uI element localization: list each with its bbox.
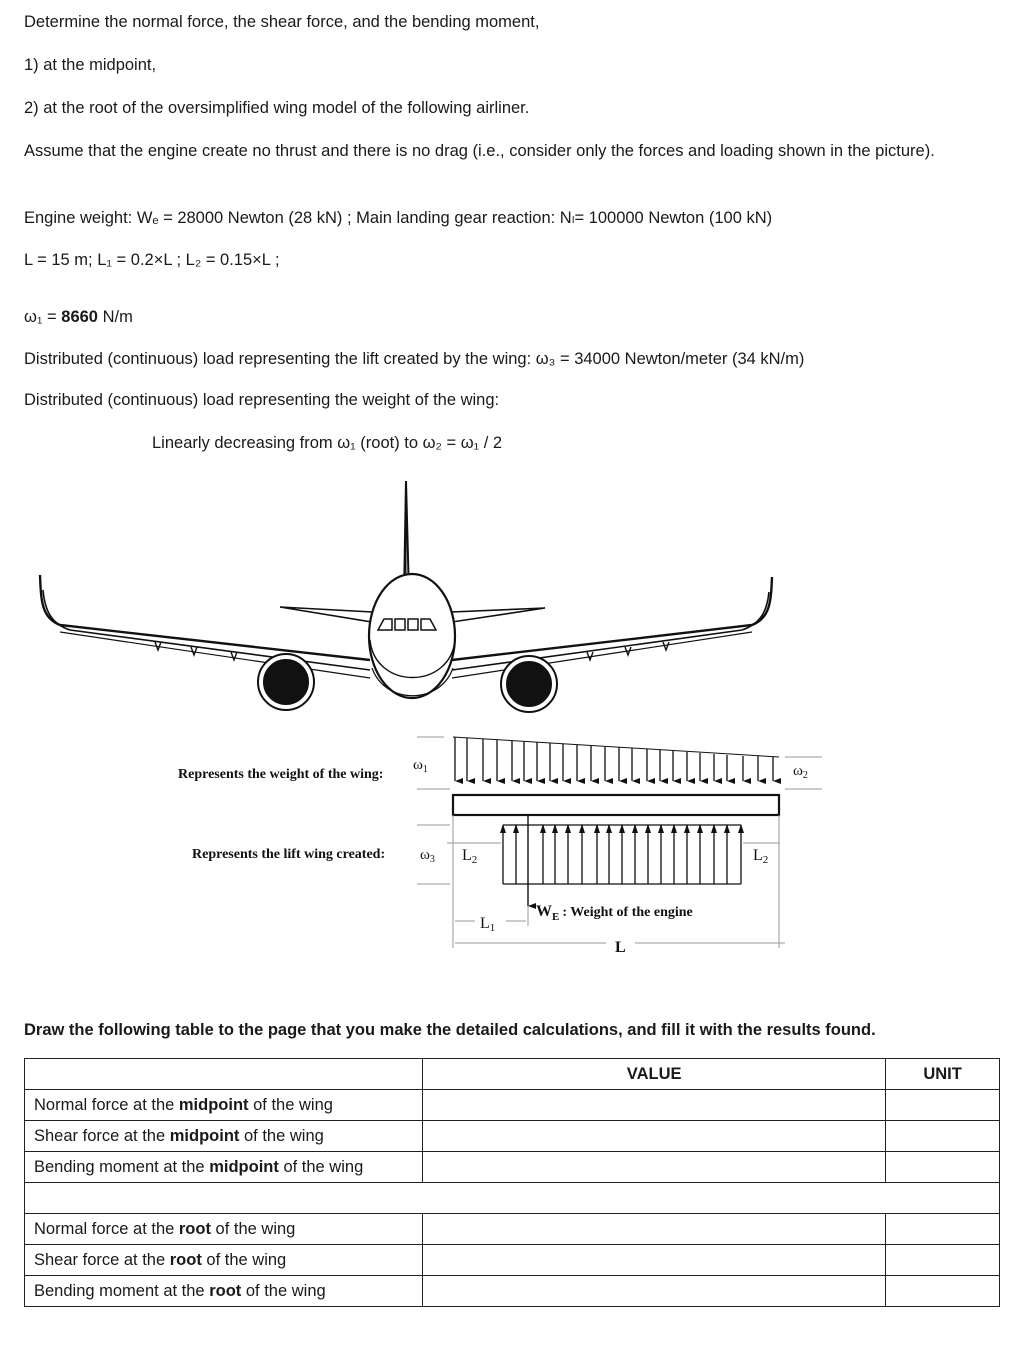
table-separator-row	[25, 1183, 1000, 1214]
table-row	[25, 1152, 1000, 1183]
value-cell[interactable]	[423, 1090, 886, 1121]
given-linear-decrease: Linearly decreasing from ω₁ (root) to ω₂ = ω₁ / 2	[152, 434, 503, 452]
row-label: Normal force at the root of the wing	[25, 1214, 423, 1245]
header-value: VALUE	[423, 1059, 886, 1090]
WE-label: $W_E$ : Weight of the engine	[536, 903, 693, 923]
given-engine-weight: Engine weight: Wₑ = 28000 Newton (28 kN) ; Main landing gear reaction: Nₗ= 100000 Newton (100 kN)	[24, 209, 773, 227]
table-instruction: Draw the following table to the page that you make the detailed calculations, and fill it with the results found.	[24, 1021, 876, 1039]
lift-label: Represents the lift wing created:	[192, 847, 386, 862]
wing-beam	[453, 795, 779, 815]
table-row	[25, 1214, 1000, 1245]
value-cell[interactable]	[423, 1214, 886, 1245]
unit-cell[interactable]	[886, 1090, 1000, 1121]
unit-cell[interactable]	[886, 1245, 1000, 1276]
L2-right-label: L2	[753, 847, 769, 866]
separator-cell	[25, 1183, 1000, 1214]
wing-diagram	[0, 470, 1027, 990]
table-row	[25, 1090, 1000, 1121]
intro-line-1: Determine the normal force, the shear force, and the bending moment,	[24, 13, 540, 31]
value-cell[interactable]	[423, 1121, 886, 1152]
omega1-prefix: ω₁ =	[24, 308, 62, 326]
omega1-symbol: $\omega_1$	[413, 757, 428, 775]
omega1-value: 8660	[61, 308, 98, 326]
omega3-symbol: $\omega_3$	[420, 847, 435, 865]
results-table	[24, 1058, 1000, 1307]
intro-line-2: 1) at the midpoint,	[24, 56, 157, 74]
airplane-illustration	[40, 481, 772, 712]
given-omega1	[24, 305, 133, 329]
value-cell[interactable]	[423, 1245, 886, 1276]
intro-line-3: 2) at the root of the oversimplified wing model of the following airliner.	[24, 99, 530, 117]
row-label: Shear force at the midpoint of the wing	[25, 1121, 423, 1152]
intro-line-4: Assume that the engine create no thrust and there is no drag (i.e., consider only the forces and loading shown in the picture).	[24, 142, 935, 160]
row-label: Bending moment at the root of the wing	[25, 1276, 423, 1307]
row-label: Normal force at the midpoint of the wing	[25, 1090, 423, 1121]
omega2-symbol: $\omega_2$	[793, 763, 808, 781]
table-row	[25, 1276, 1000, 1307]
row-label: Bending moment at the midpoint of the wing	[25, 1152, 423, 1183]
L1-label: L1	[480, 915, 496, 934]
header-unit: UNIT	[886, 1059, 1000, 1090]
row-label: Shear force at the root of the wing	[25, 1245, 423, 1276]
lift-arrows	[503, 825, 741, 884]
unit-cell[interactable]	[886, 1214, 1000, 1245]
wing-weight-label: Represents the weight of the wing:	[178, 767, 384, 782]
given-wing-weight-load: Distributed (continuous) load representing the weight of the wing:	[24, 391, 500, 409]
given-lift-load: Distributed (continuous) load representing the lift created by the wing: ω₃ = 34000 Newton/meter (34 kN/m)	[24, 350, 805, 368]
header-blank	[25, 1059, 423, 1090]
unit-cell[interactable]	[886, 1121, 1000, 1152]
unit-cell[interactable]	[886, 1152, 1000, 1183]
value-cell[interactable]	[423, 1152, 886, 1183]
L-label: L	[615, 939, 626, 956]
table-header-row	[25, 1059, 1000, 1090]
unit-cell[interactable]	[886, 1276, 1000, 1307]
value-cell[interactable]	[423, 1276, 886, 1307]
wing-weight-arrows	[455, 737, 773, 781]
given-lengths: L = 15 m; L₁ = 0.2×L ; L₂ = 0.15×L ;	[24, 251, 280, 269]
table-row	[25, 1245, 1000, 1276]
L2-left-label: L2	[462, 847, 478, 866]
table-row	[25, 1121, 1000, 1152]
omega1-unit: N/m	[97, 308, 133, 326]
